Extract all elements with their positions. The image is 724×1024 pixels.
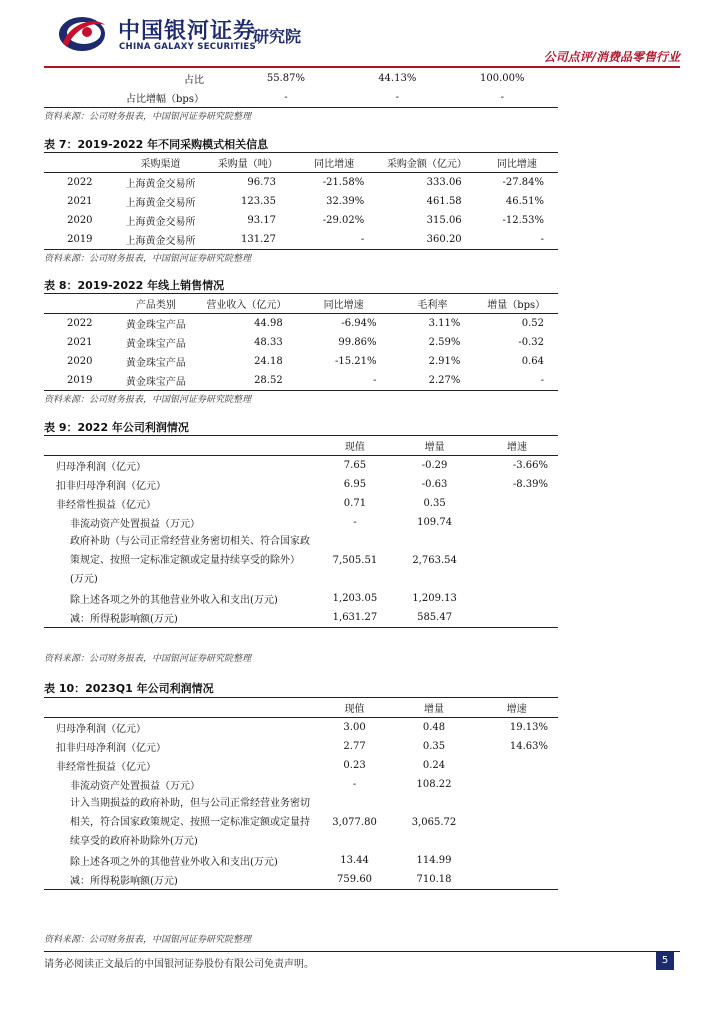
table-cell: 3,065.72 — [411, 817, 457, 828]
table-cell: 2019 — [44, 371, 116, 391]
table-cell: 1,203.05 — [332, 593, 378, 604]
table-cell: 108.22 — [416, 779, 452, 790]
table-cell: 2019 — [44, 230, 116, 250]
header-divider — [44, 66, 680, 68]
table-cell: 0.48 — [422, 722, 446, 733]
table-cell: 2022 — [67, 177, 93, 188]
table-cell — [476, 494, 558, 513]
table-cell: 上海黄金交易所 — [125, 217, 196, 228]
table-cell: 2,763.54 — [412, 555, 457, 566]
table-row — [44, 352, 558, 371]
table-row — [44, 794, 558, 851]
row-label: 非经常性损益（亿元） — [56, 500, 156, 511]
table-cell: 28.52 — [196, 371, 297, 391]
table-cell — [475, 870, 558, 890]
report-category: 公司点评/消费品零售行业 — [543, 50, 680, 64]
table-cell: -27.84% — [502, 177, 544, 188]
table-cell: 710.18 — [393, 870, 476, 890]
table-row — [44, 608, 558, 628]
row-label: 归母净利润（亿元） — [56, 724, 146, 735]
row-label: 非流动资产处置损益（万元） — [70, 781, 200, 792]
brand-name-en: CHINA GALAXY SECURITIES — [119, 42, 256, 52]
table-cell: 6.95 — [343, 479, 367, 490]
row-label: 非经常性损益（亿元） — [56, 762, 156, 773]
table-cell: - — [474, 371, 558, 391]
column-header — [44, 294, 116, 314]
table-cell: 14.63% — [509, 741, 548, 752]
row-label: 减：所得税影响额(万元) — [44, 608, 317, 628]
table-row — [44, 851, 558, 870]
table-cell: 93.17 — [247, 215, 277, 226]
table-cell: - — [224, 88, 348, 108]
table-cell: 44.98 — [254, 318, 283, 329]
column-header: 增量 — [393, 436, 476, 456]
table-row — [44, 173, 558, 193]
table-cell: -29.02% — [322, 215, 365, 226]
table-10 — [44, 697, 558, 890]
table-cell: -0.32 — [518, 337, 544, 348]
table-cell: -12.53% — [502, 215, 544, 226]
column-header: 营业收入（亿元） — [196, 294, 297, 314]
institute-label: 研究院 — [253, 27, 302, 46]
column-header: 毛利率 — [390, 294, 474, 314]
table-cell: 32.39% — [326, 196, 365, 207]
table-cell: 96.73 — [247, 177, 277, 188]
table-cell: 2021 — [67, 337, 93, 348]
column-header: 同比增速 — [290, 153, 378, 173]
table-9-source: 资料来源：公司财务报表，中国银河证券研究院整理 — [44, 654, 252, 664]
table-cell: 759.60 — [317, 870, 393, 890]
row-label: 政府补助（与公司正常经营业务密切相关、符合国家政策规定、按照一定标准定额或定量持续享受的除外）(万元) — [70, 536, 310, 585]
table-cell: 46.51% — [505, 196, 544, 207]
table-cell: 99.86% — [338, 337, 377, 348]
column-header: 采购金额（亿元） — [378, 153, 475, 173]
table-row — [44, 589, 558, 608]
table-cell: - — [476, 230, 558, 250]
table-cell: -6.94% — [341, 318, 377, 329]
column-header: 增速 — [475, 698, 558, 718]
table-row — [44, 775, 558, 794]
table-cell: 2.77 — [343, 741, 366, 752]
table-9-caption: 表 9：2022 年公司利润情况 — [44, 421, 189, 434]
table-cell: 2.27% — [390, 371, 474, 391]
table-cell: 13.44 — [340, 855, 369, 866]
row-label: 占比增幅（bps） — [44, 88, 224, 108]
table-cell: 2.91% — [428, 356, 461, 367]
table-row — [44, 371, 558, 391]
table-row — [44, 314, 558, 334]
table-cell: -15.21% — [334, 356, 377, 367]
table-row — [44, 69, 558, 88]
table-cell: 黄金珠宝产品 — [116, 371, 197, 391]
table-cell: 1,631.27 — [317, 608, 393, 628]
table-cell: 2022 — [67, 318, 93, 329]
table-row — [44, 870, 558, 890]
table-cell: 0.64 — [521, 356, 544, 367]
table-cell: - — [447, 88, 558, 108]
column-header — [44, 698, 317, 718]
galaxy-logo-icon — [57, 13, 107, 55]
table-cell: 0.24 — [422, 760, 446, 771]
brand-name-cn: 中国银河证券 — [118, 19, 257, 44]
table-cell: 黄金珠宝产品 — [125, 320, 186, 331]
table-cell: 315.06 — [426, 215, 462, 226]
table-cell: 2.59% — [428, 337, 461, 348]
table-9 — [44, 435, 558, 628]
table-cell: 2021 — [67, 196, 93, 207]
table-cell: 黄金珠宝产品 — [125, 358, 186, 369]
table-row — [44, 475, 558, 494]
table-cell: 黄金珠宝产品 — [125, 339, 186, 350]
column-header: 增量（bps） — [474, 294, 558, 314]
table-cell: 0.71 — [343, 498, 367, 509]
table-row — [44, 333, 558, 352]
table-cell — [476, 513, 558, 532]
column-header: 产品类别 — [116, 294, 197, 314]
table-8-source: 资料来源：公司财务报表，中国银河证券研究院整理 — [44, 395, 252, 405]
table-row — [44, 192, 558, 211]
table-10-source: 资料来源：公司财务报表，中国银河证券研究院整理 — [44, 935, 252, 945]
table-cell: 2020 — [67, 215, 93, 226]
table-cell — [475, 775, 558, 794]
table-cell: 上海黄金交易所 — [125, 179, 196, 190]
table-cell — [475, 851, 558, 870]
table-cell: 0.35 — [422, 741, 446, 752]
table-cell: 585.47 — [393, 608, 476, 628]
table-cell: -0.63 — [421, 479, 448, 490]
table-cell: 100.00% — [480, 73, 525, 84]
row-label: 占比 — [183, 75, 204, 86]
table-8 — [44, 293, 558, 391]
table-cell: - — [297, 371, 391, 391]
column-header: 采购渠道 — [116, 153, 206, 173]
table-cell: 333.06 — [426, 177, 462, 188]
table-row — [44, 211, 558, 230]
column-header: 增速 — [476, 436, 558, 456]
table-cell: 48.33 — [254, 337, 283, 348]
table-cell: 0.52 — [521, 318, 544, 329]
table-row — [44, 513, 558, 532]
table-cell: 1,209.13 — [412, 593, 457, 604]
table-6-continued — [44, 69, 558, 108]
table-cell: 44.13% — [378, 73, 417, 84]
table-row — [44, 532, 558, 589]
table-cell: - — [353, 517, 357, 528]
table-header-row — [44, 153, 558, 173]
row-label: 扣非归母净利润（亿元） — [56, 481, 166, 492]
table-7 — [44, 152, 558, 250]
table-header-row — [44, 294, 558, 314]
table-10-caption: 表 10：2023Q1 年公司利润情况 — [44, 682, 214, 695]
table-cell: 7.65 — [343, 460, 367, 471]
row-label: 除上述各项之外的其他营业外收入和支出(万元) — [70, 595, 278, 606]
table-cell: 上海黄金交易所 — [125, 198, 196, 209]
table-cell: 461.58 — [426, 196, 462, 207]
column-header: 同比增速 — [476, 153, 558, 173]
column-header — [44, 153, 116, 173]
page-header — [0, 0, 724, 68]
column-header: 采购量（吨） — [205, 153, 290, 173]
table-6-source: 资料来源：公司财务报表，中国银河证券研究院整理 — [44, 112, 252, 122]
table-cell: 24.18 — [254, 356, 283, 367]
table-cell: 55.87% — [266, 73, 306, 84]
table-cell: 123.35 — [241, 196, 277, 207]
table-cell: 2020 — [67, 356, 93, 367]
column-header: 现值 — [317, 698, 393, 718]
row-label: 归母净利润（亿元） — [56, 462, 146, 473]
table-row — [44, 88, 558, 108]
row-label: 计入当期损益的政府补助，但与公司正常经营业务密切相关，符合国家政策规定、按照一定标准定额或定量持续享受的政府补助除外(万元) — [70, 798, 310, 847]
row-label: 减：所得税影响额(万元) — [44, 870, 317, 890]
table-row — [44, 756, 558, 775]
table-7-caption: 表 7：2019-2022 年不同采购模式相关信息 — [44, 138, 269, 151]
table-cell: 0.35 — [423, 498, 446, 509]
table-cell: 7,505.51 — [332, 555, 378, 566]
table-row — [44, 494, 558, 513]
table-cell: 131.27 — [205, 230, 290, 250]
table-cell: - — [290, 230, 378, 250]
table-cell — [476, 608, 558, 628]
column-header: 增量 — [393, 698, 476, 718]
table-cell: -8.39% — [512, 479, 548, 490]
table-row — [44, 456, 558, 476]
table-cell: - — [352, 779, 357, 790]
table-cell: 114.99 — [416, 855, 452, 866]
table-row — [44, 230, 558, 250]
footer-divider — [44, 951, 680, 952]
table-cell: 360.20 — [378, 230, 475, 250]
table-cell — [475, 794, 558, 851]
table-cell: 3,077.80 — [332, 817, 377, 828]
footer-disclaimer: 请务必阅读正文最后的中国银河证券股份有限公司免责声明。 — [44, 959, 314, 970]
table-7-source: 资料来源：公司财务报表，中国银河证券研究院整理 — [44, 254, 252, 264]
table-cell: -3.66% — [512, 460, 548, 471]
table-cell: 0.23 — [343, 760, 366, 771]
table-cell: 109.74 — [417, 517, 453, 528]
table-row — [44, 737, 558, 756]
column-header: 现值 — [317, 436, 393, 456]
table-row — [44, 718, 558, 738]
table-cell: -21.58% — [322, 177, 365, 188]
row-label: 扣非归母净利润（亿元） — [56, 743, 166, 754]
table-header-row — [44, 698, 558, 718]
table-cell — [475, 756, 558, 775]
table-cell: 3.00 — [343, 722, 366, 733]
table-8-caption: 表 8：2019-2022 年线上销售情况 — [44, 279, 225, 292]
table-cell: 上海黄金交易所 — [116, 230, 206, 250]
row-label: 非流动资产处置损益（万元） — [70, 519, 200, 530]
table-header-row — [44, 436, 558, 456]
row-label: 除上述各项之外的其他营业外收入和支出(万元) — [70, 857, 278, 868]
table-cell: 3.11% — [428, 318, 461, 329]
table-cell: -0.29 — [421, 460, 448, 471]
table-cell — [476, 532, 558, 589]
column-header — [44, 436, 317, 456]
page-number: 5 — [656, 952, 674, 970]
table-cell: 19.13% — [509, 722, 548, 733]
table-cell: - — [348, 88, 447, 108]
table-cell — [476, 589, 558, 608]
column-header: 同比增速 — [297, 294, 391, 314]
